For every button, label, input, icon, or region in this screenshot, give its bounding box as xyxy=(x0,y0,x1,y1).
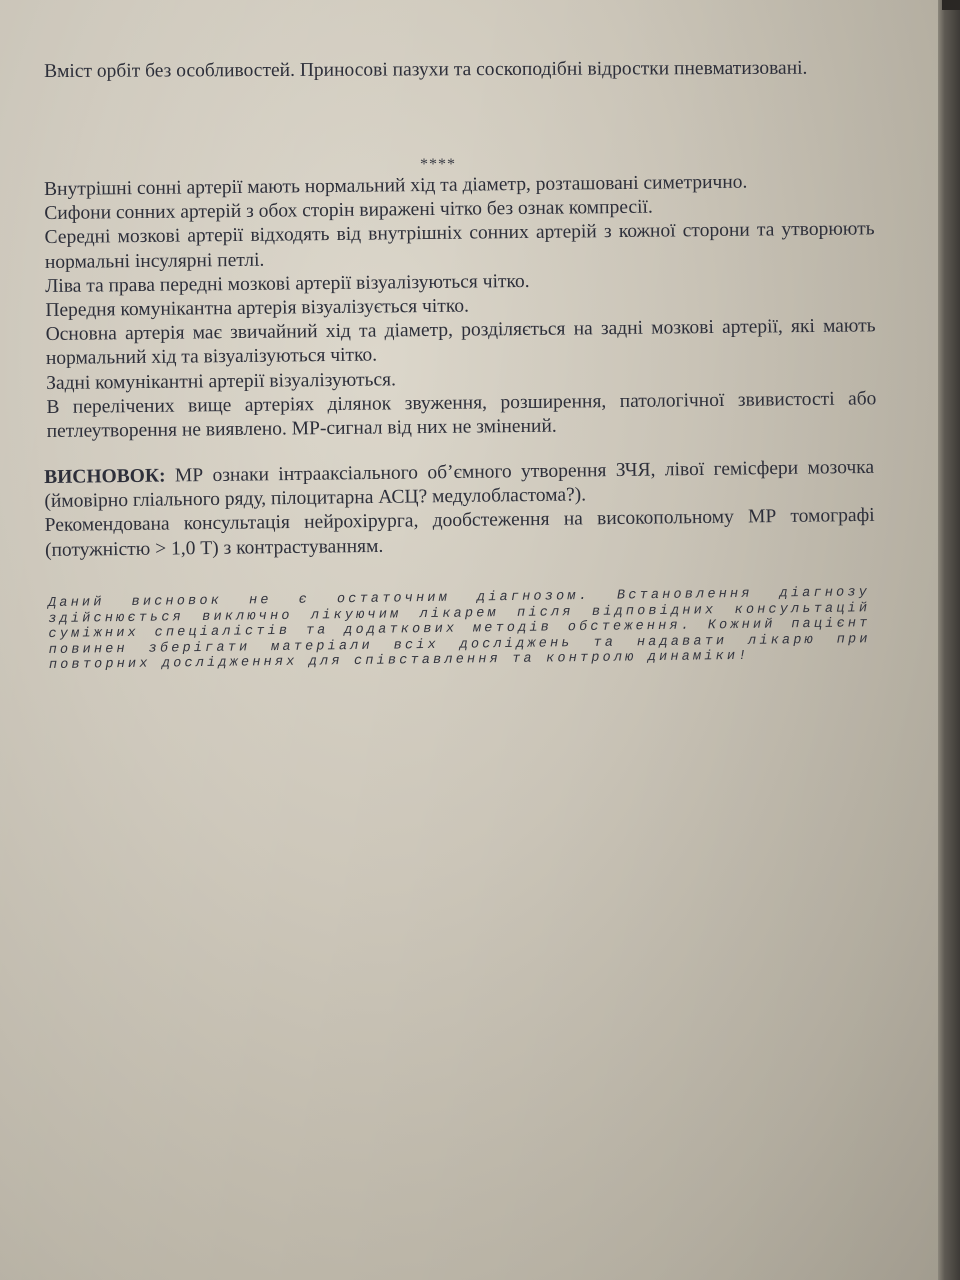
artery-line: Сифони сонних артерій з обох сторін виражені чітко без ознак компресії. xyxy=(44,196,653,225)
paper-edge-shadow xyxy=(938,0,960,1280)
artery-line: В перелічених вище артеріях ділянок звуження, розширення, патологічної звивистості або петлеутворення не виявлено. МР-сигнал від них не змінений. xyxy=(46,388,877,443)
recommendation-text: Рекомендована консультація нейрохірурга, дообстеження на високопольному МР томографі (потужністю > 1,0 Т) з контрастуванням. xyxy=(44,505,875,561)
artery-line: Передня комунікантна артерія візуалізується чітко. xyxy=(45,295,470,322)
orbits-text: Вміст орбіт без особливостей. Приносові пазухи та соскоподібні відростки пневматизовані. xyxy=(44,57,808,82)
artery-line: Основна артерія має звичайний хід та діаметр, розділяється на задні мозкові артерії, які мають нормальний хід та візуалізуються чітко. xyxy=(45,315,876,370)
artery-line: Середні мозкові артерії відходять від внутрішніх сонних артерій з кожної сторони та утворюють нормальні інсулярні петлі. xyxy=(44,218,875,273)
arteries-section xyxy=(44,169,877,444)
artery-line: Задні комунікантні артерії візуалізуються. xyxy=(46,368,397,394)
artery-line: Внутрішні сонні артерії мають нормальний хід та діаметр, розташовані симетрично. xyxy=(44,171,748,200)
section-separator: **** xyxy=(420,156,456,173)
top-right-corner xyxy=(942,0,960,10)
conclusion-section xyxy=(44,456,875,563)
conclusion-text: МР ознаки інтрааксіального об’ємного утворення ЗЧЯ, лівої гемісфери мозочка (ймовірно гліального ряду, пілоцитарна АСЦ? медулобластома?). xyxy=(44,456,875,513)
conclusion-label: ВИСНОВОК: xyxy=(44,465,166,488)
disclaimer-block xyxy=(48,585,871,674)
orbits-paragraph xyxy=(44,56,874,84)
artery-line: Ліва та права передні мозкові артерії візуалізуються чітко. xyxy=(45,270,530,297)
disclaimer-text: Даний висновок не є остаточним діагнозом. Встановлення діагнозу здійснюється виключно лікуючим лікарем після відповідних консультацій суміжних спеціалістів та додаткових методів обстеження. Кожний пацієнт повинен зберігати матеріали всіх досліджень та надавати лікарю при повторних дослідженнях для співставлення та контролю динаміки! xyxy=(48,585,871,674)
